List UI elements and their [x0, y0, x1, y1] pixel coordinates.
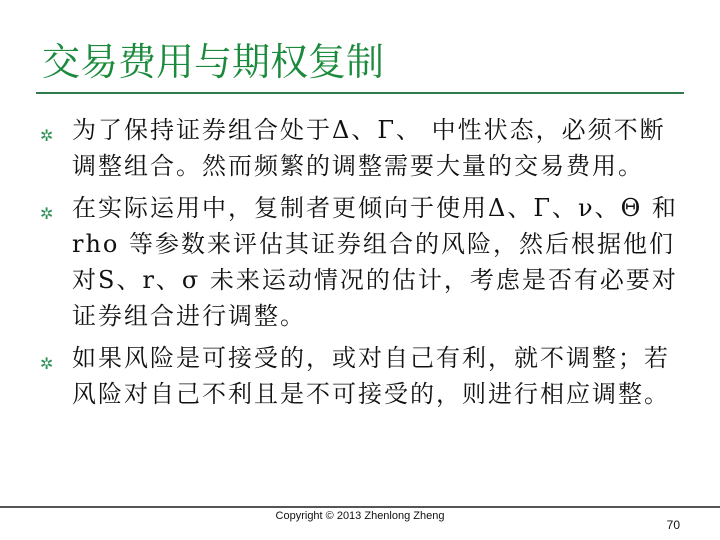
list-item — [40, 190, 700, 334]
bullet-text: 在实际运用中，复制者更倾向于使用Δ、Γ、ν、Θ 和rho 等参数来评估其证券组合的风险，然后根据他们对S、r、σ 未来运动情况的估计，考虑是否有必要对证券组合进行调整。 — [72, 194, 678, 330]
footer-divider — [0, 506, 720, 508]
bullet-text: 为了保持证券组合处于Δ、Γ、 中性状态，必须不断调整组合。然而频繁的调整需要大量的交易费用。 — [72, 116, 666, 180]
page-number: 70 — [666, 518, 680, 532]
bullet-list — [40, 112, 700, 418]
list-item — [40, 340, 700, 412]
copyright-text: Copyright © 2013 Zhenlong Zheng — [275, 510, 445, 522]
bullet-marker-icon: ✲ — [40, 126, 54, 145]
bullet-marker-icon: ✲ — [40, 354, 54, 373]
title-divider — [36, 92, 684, 94]
bullet-text: 如果风险是可接受的，或对自己有利，就不调整；若风险对自己不利且是不可接受的，则进行相应调整。 — [72, 344, 670, 408]
list-item — [40, 112, 700, 184]
bullet-marker-icon: ✲ — [40, 204, 54, 223]
slide-title: 交易费用与期权复制 — [42, 40, 385, 84]
